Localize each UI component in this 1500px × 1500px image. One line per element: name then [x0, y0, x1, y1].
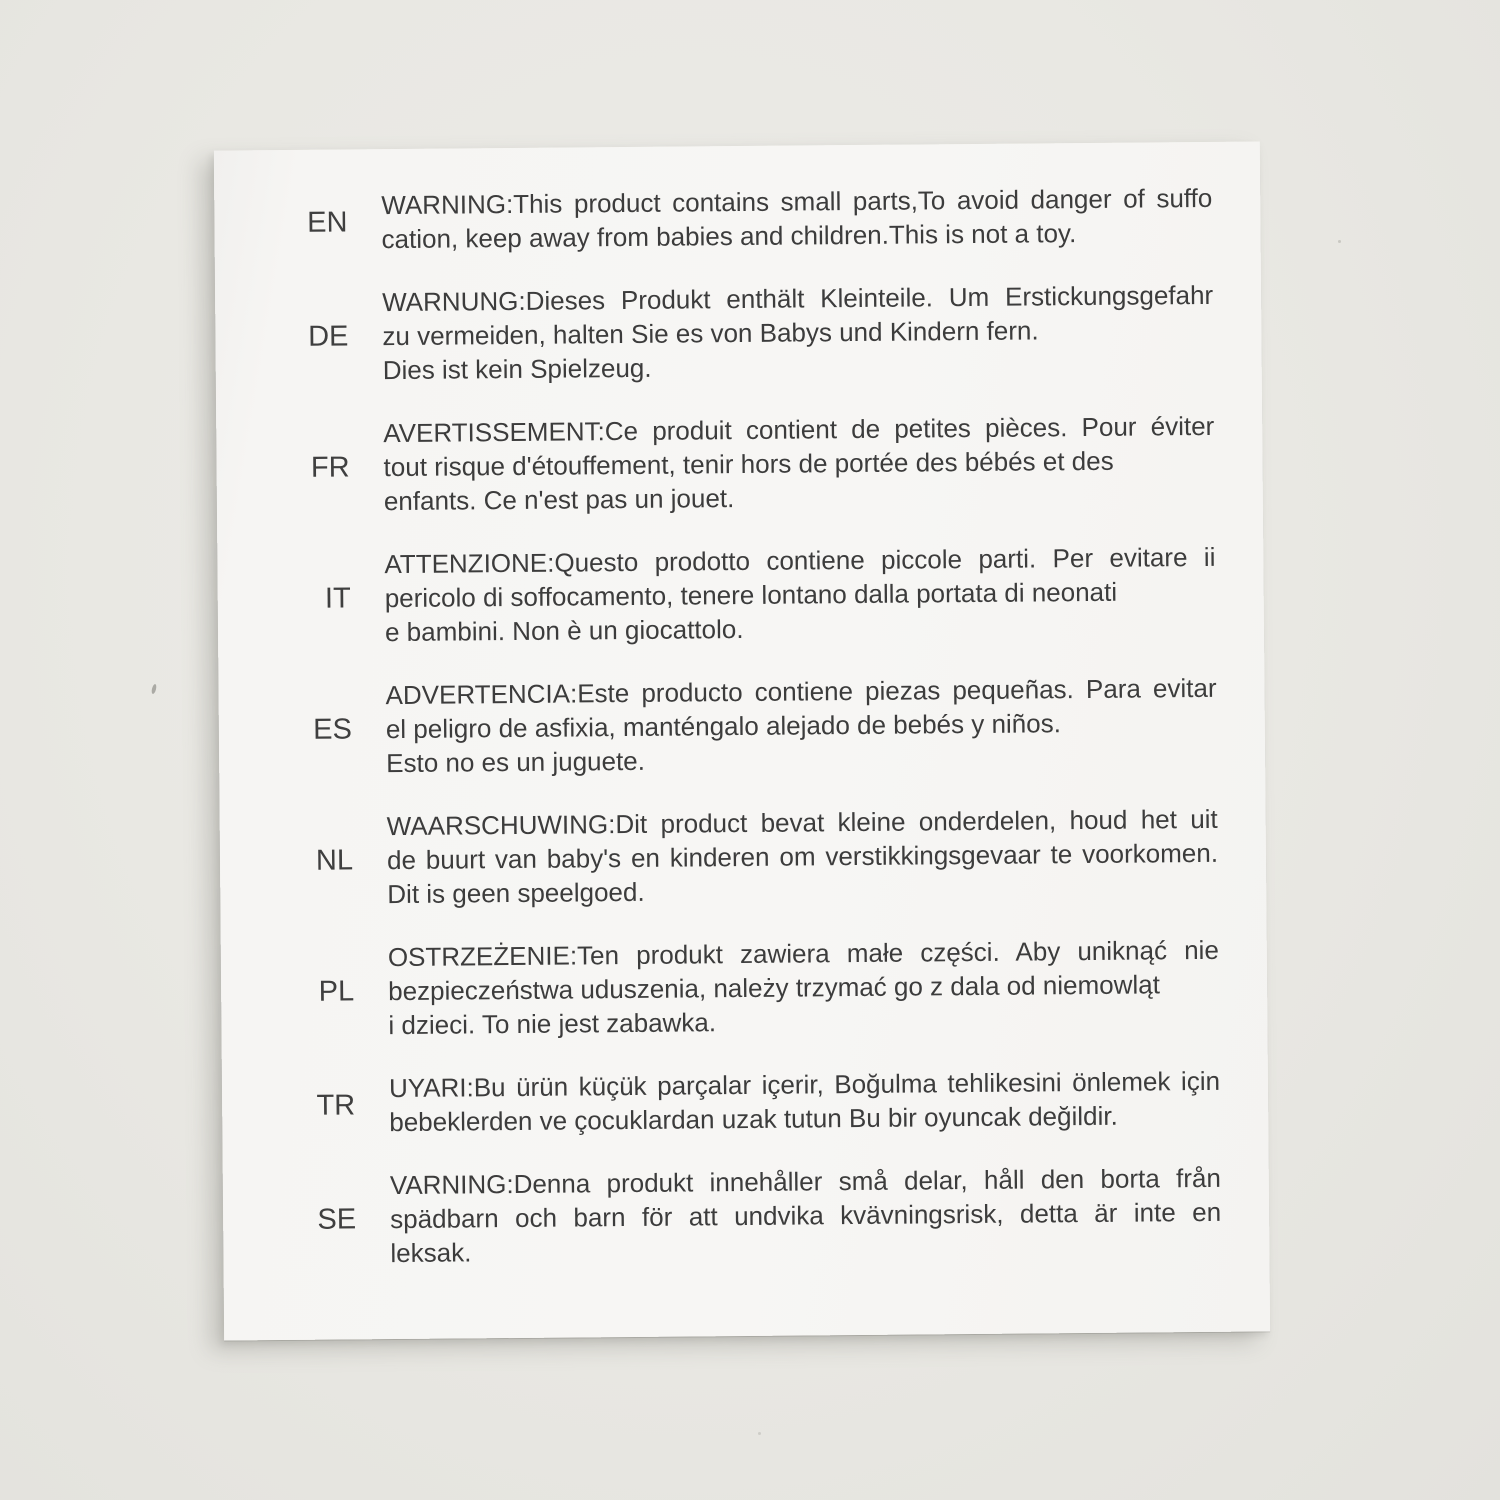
language-code: ES — [313, 713, 353, 746]
text-line: tout risque d'étouffement, tenir hors de portée des bébés et des — [383, 445, 1114, 483]
dust-speck — [1338, 240, 1341, 243]
text-line: e bambini. Non è un giocattolo. — [384, 613, 744, 648]
language-code: EN — [307, 206, 348, 239]
warning-text — [385, 671, 1217, 780]
language-code: SE — [317, 1203, 357, 1236]
warning-text — [382, 278, 1214, 387]
section-tr — [222, 1064, 1221, 1141]
text-line: ATTENZIONE:Questo prodotto contiene piccole parti. Per evitare ii — [384, 541, 1216, 580]
text-line: zu vermeiden, halten Sie es von Babys und Kindern fern. — [382, 315, 1039, 352]
language-code: NL — [315, 844, 354, 877]
text-line: pericolo di soffocamento, tenere lontano dalla portata di neonati — [384, 576, 1118, 614]
warning-text — [384, 540, 1216, 649]
text-line: bezpieczeństwa uduszenia, należy trzymać go z dala od niemowląt — [388, 969, 1161, 1007]
text-line: WARNUNG:Dieses Produkt enthält Kleinteile. Um Erstickungsgefahr — [382, 279, 1214, 318]
language-code: DE — [308, 320, 349, 353]
dust-speck — [758, 1432, 761, 1435]
warning-label — [214, 141, 1270, 1340]
text-line: Dit is geen speelgoed. — [387, 876, 645, 910]
language-code: PL — [318, 975, 355, 1008]
text-line: spädbarn och barn för att undvika kvävningsrisk, detta är inte en — [390, 1196, 1222, 1235]
warning-text — [390, 1161, 1222, 1270]
section-es — [218, 671, 1217, 782]
text-line: el peligro de asfixia, manténgalo alejado de bebés y niños. — [385, 708, 1062, 745]
warning-text — [387, 802, 1219, 911]
text-line: OSTRZEŻENIE:Ten produkt zawiera małe części. Aby uniknąć nie — [387, 934, 1219, 973]
language-code: IT — [324, 582, 351, 615]
text-line: Dies ist kein Spielzeug. — [382, 352, 652, 386]
text-line: enfants. Ce n'est pas un jouet. — [383, 483, 735, 517]
warning-text — [389, 1064, 1221, 1139]
section-it — [217, 540, 1216, 651]
text-line: de buurt van baby's en kinderen om verstikkingsgevaar te voorkomen. — [386, 837, 1219, 876]
text-line: UYARI:Bu ürün küçük parçalar içerir, Boğulma tehlikesini önlemek için — [388, 1065, 1221, 1104]
dust-speck — [151, 684, 157, 695]
text-line: bebeklerden ve çocuklardan uzak tutun Bu bir oyuncak değildir. — [389, 1100, 1118, 1138]
text-line: cation, keep away from babies and children.This is not a toy. — [381, 218, 1077, 255]
text-line: AVERTISSEMENT:Ce produit contient de petites pièces. Pour éviter — [383, 410, 1215, 449]
section-en — [214, 181, 1213, 258]
warning-text — [388, 933, 1220, 1042]
text-line: ADVERTENCIA:Este producto contiene piezas pequeñas. Para evitar — [385, 672, 1217, 711]
text-line: i dzieci. To nie jest zabawka. — [388, 1007, 717, 1041]
warning-text — [381, 181, 1213, 256]
text-line: Esto no es un juguete. — [386, 745, 646, 779]
language-code: FR — [310, 451, 350, 484]
language-code: TR — [316, 1089, 356, 1122]
section-nl — [220, 802, 1219, 913]
text-line: WAARSCHUWING:Dit product bevat kleine onderdelen, houd het uit — [386, 803, 1218, 842]
section-fr — [216, 409, 1215, 520]
text-line: WARNING:This product contains small parts,To avoid danger of suffo — [381, 182, 1213, 221]
text-line: VARNING:Denna produkt innehåller små delar, håll den borta från — [389, 1162, 1221, 1201]
text-line: leksak. — [390, 1237, 472, 1269]
section-pl — [221, 933, 1220, 1044]
warning-text — [383, 409, 1215, 518]
section-de — [215, 278, 1214, 389]
section-se — [223, 1161, 1222, 1272]
